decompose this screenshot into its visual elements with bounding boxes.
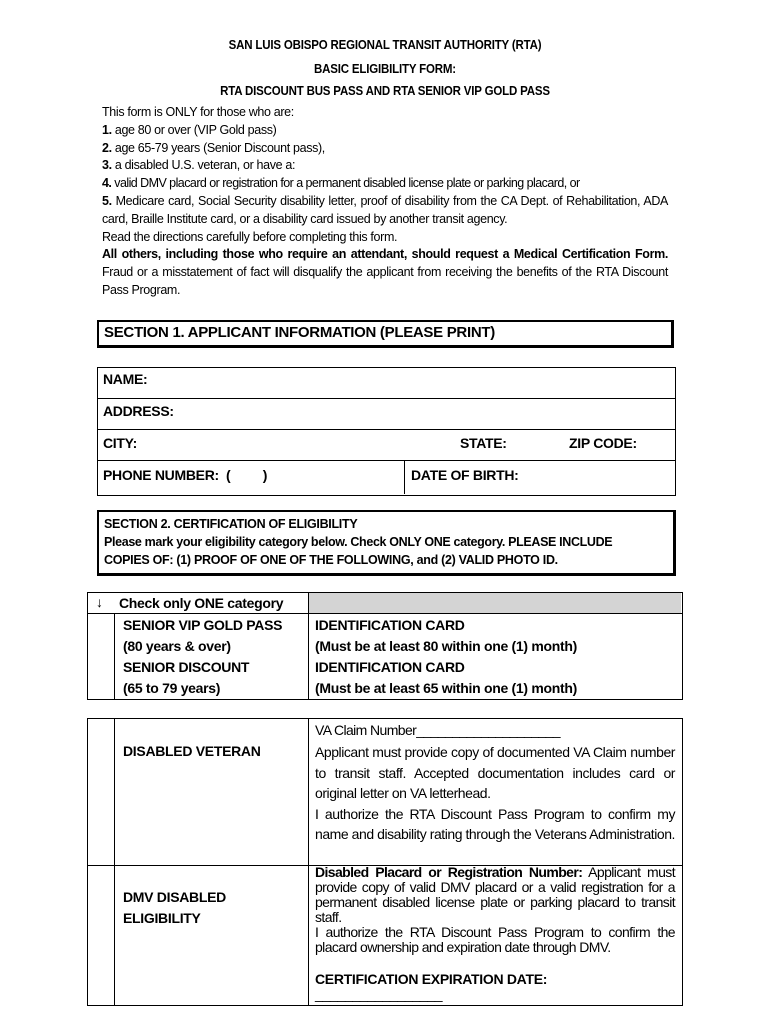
section2-title: SECTION 2. CERTIFICATION OF ELIGIBILITY (104, 517, 358, 531)
form-title-pass: RTA DISCOUNT BUS PASS AND RTA SENIOR VIP GOLD PASS (220, 84, 550, 98)
form-title-basic: BASIC ELIGIBILITY FORM: (314, 62, 456, 76)
intro-item-1: 1. age 80 or over (VIP Gold pass) (102, 122, 277, 137)
state-field[interactable]: STATE: (460, 435, 507, 451)
checkbox-senior-discount[interactable] (88, 656, 114, 698)
dmv-instructions: Disabled Placard or Registration Number: Applicant must provide copy of valid DMV placard or a valid registration for a permanent disabled license plate or parking placard to transit staff. I authorize the RTA Discount Pass Program to confirm the placard ownership and expiration date through DMV. (315, 864, 675, 955)
name-field[interactable]: NAME: (103, 371, 148, 387)
intro-item-2: 2. age 65-79 years (Senior Discount pass), (102, 140, 325, 155)
dmv-disabled-label: DMV DISABLED (123, 889, 226, 905)
zip-code-field[interactable]: ZIP CODE: (569, 435, 637, 451)
veteran-authorization: I authorize the RTA Discount Pass Program to confirm my name and disability rating through the Veterans Administration. (315, 805, 675, 843)
senior-discount-age: (65 to 79 years) (123, 680, 221, 696)
intro-lead: This form is ONLY for those who are: (102, 105, 294, 119)
intro-block (102, 104, 668, 300)
certification-expiration-field[interactable]: _________________ (315, 986, 443, 1002)
disabled-veteran-label: DISABLED VETERAN (123, 743, 261, 759)
checkbox-senior-vip[interactable] (88, 614, 114, 656)
date-of-birth-field[interactable]: DATE OF BIRTH: (411, 467, 519, 483)
check-arrow-icon: ↓ (96, 594, 103, 610)
city-field[interactable]: CITY: (103, 435, 138, 451)
senior-vip-label: SENIOR VIP GOLD PASS (123, 617, 283, 633)
senior-vip-requirement: IDENTIFICATION CARD (315, 617, 465, 633)
section1-heading: SECTION 1. APPLICANT INFORMATION (PLEASE PRINT) (104, 324, 495, 341)
intro-item-3: 3. a disabled U.S. veteran, or have a: (102, 158, 296, 173)
phone-number-field[interactable]: PHONE NUMBER: ( ) (103, 467, 268, 483)
senior-vip-requirement-note: (Must be at least 80 within one (1) month) (315, 638, 577, 654)
section2-instruction: Please mark your eligibility category below. Check ONLY ONE category. PLEASE INCLUDE (104, 535, 613, 549)
checkbox-dmv-disabled[interactable] (88, 866, 114, 1004)
senior-vip-age: (80 years & over) (123, 638, 231, 654)
intro-item-5: 5. Medicare card, Social Security disability letter, proof of disability from the CA Dept. of Rehabilitation, ADA card, Braille Institute card, or a disability card issued by another transit agency. (102, 193, 668, 226)
form-title-agency: SAN LUIS OBISPO REGIONAL TRANSIT AUTHORITY (RTA) (228, 38, 542, 52)
address-field[interactable]: ADDRESS: (103, 403, 174, 419)
section2-copies: COPIES OF: (1) PROOF OF ONE OF THE FOLLOWING, and (2) VALID PHOTO ID. (104, 553, 558, 567)
veteran-instructions: Applicant must provide copy of documented VA Claim number to transit staff. Accepted documentation includes card or original letter on VA letterhead. I authorize the RTA Discount Pass Program to confirm my name and disability rating through the Veterans Administration. (315, 744, 675, 843)
checkbox-disabled-veteran[interactable] (88, 719, 114, 865)
dmv-authorization: I authorize the RTA Discount Pass Program to confirm the placard ownership and expiration date through DMV. (315, 924, 675, 955)
check-one-category-header: Check only ONE category (119, 595, 284, 611)
intro-item-4: 4. valid DMV placard or registration for a permanent disabled license plate or parking placard, or (102, 176, 580, 191)
intro-attendant: All others, including those who require an attendant, should request a Medical Certification Form. Fraud or a misstatement of fact will disqualify the applicant from receiving the benefits of the RTA Discount Pass Program. (102, 247, 668, 297)
intro-directions: Read the directions carefully before completing this form. (102, 229, 398, 244)
dmv-eligibility-label: ELIGIBILITY (123, 910, 201, 926)
senior-discount-requirement-note: (Must be at least 65 within one (1) month) (315, 680, 577, 696)
va-claim-number-field[interactable]: VA Claim Number____________________ (315, 722, 560, 738)
table-header-shade (308, 593, 681, 613)
senior-discount-label: SENIOR DISCOUNT (123, 659, 250, 675)
certification-expiration-label: CERTIFICATION EXPIRATION DATE: (315, 971, 548, 987)
senior-discount-requirement: IDENTIFICATION CARD (315, 659, 465, 675)
